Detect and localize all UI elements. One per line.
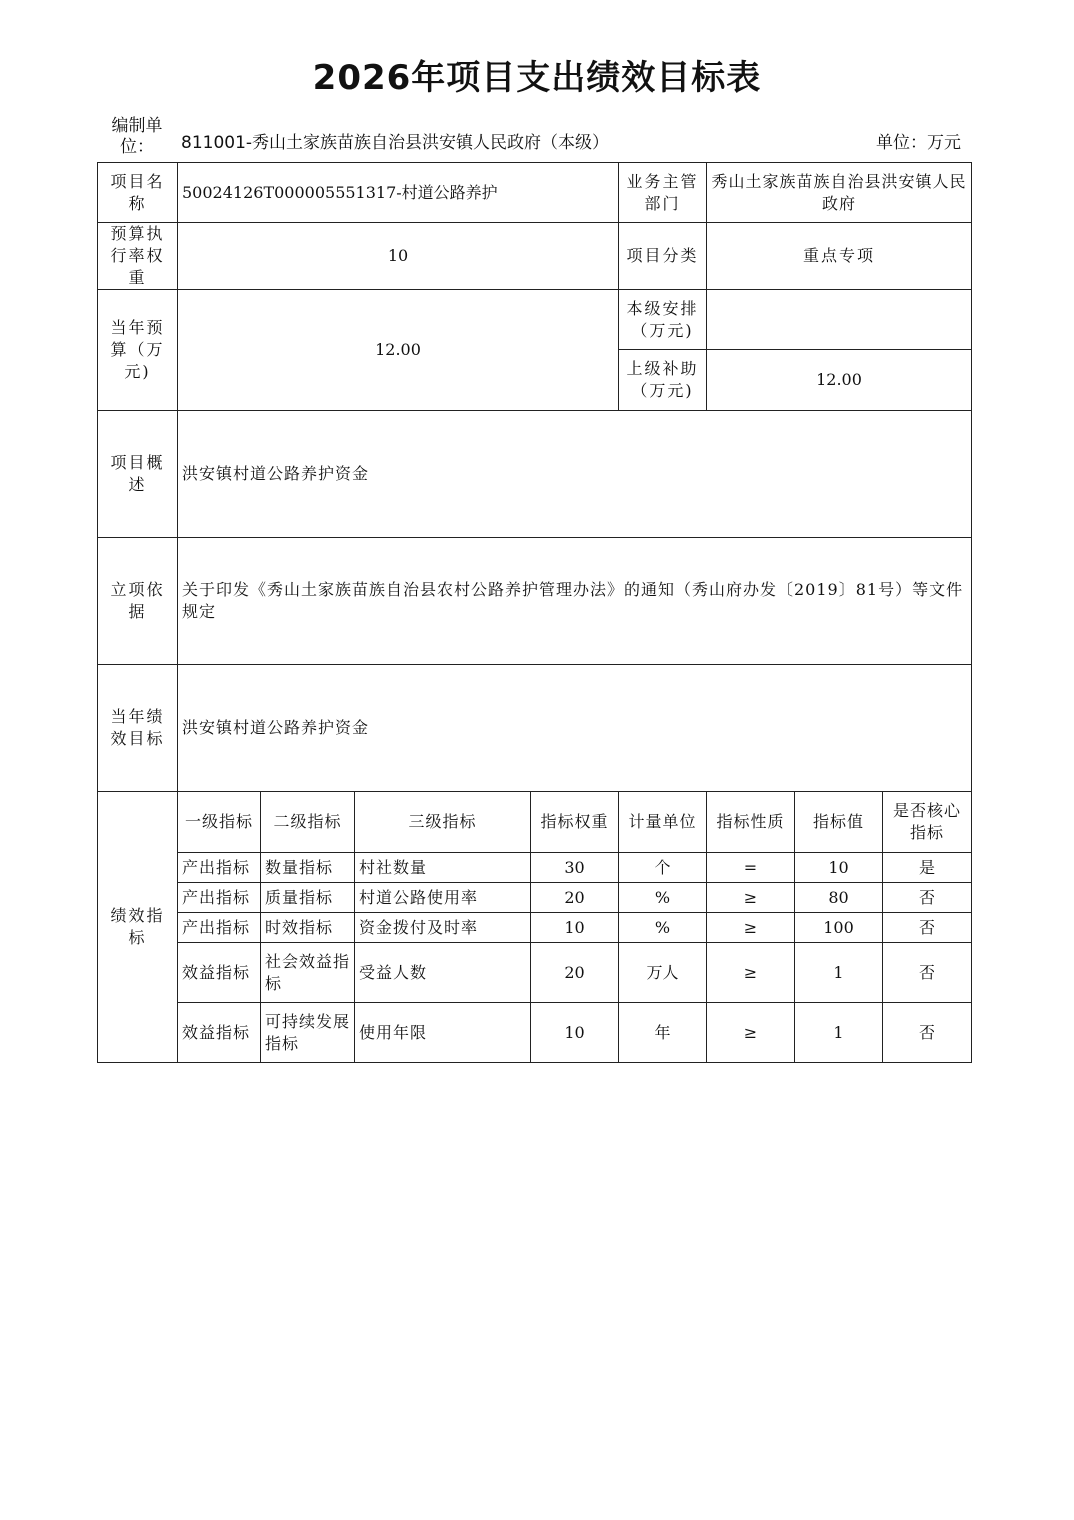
basis-value: 关于印发《秀山土家族苗族自治县农村公路养护管理办法》的通知（秀山府办发〔2019〕81号）等文件规定 xyxy=(178,538,972,665)
basis-label: 立项依据 xyxy=(98,538,178,665)
weight-value: 10 xyxy=(178,223,619,290)
cell-level1: 产出指标 xyxy=(178,913,261,943)
cell-level3: 资金拨付及时率 xyxy=(355,913,531,943)
weight-label: 预算执行率权重 xyxy=(98,223,178,290)
header-unit: 计量单位 xyxy=(619,792,707,853)
indicators-label: 绩效指标 xyxy=(98,792,178,1063)
cell-level1: 产出指标 xyxy=(178,883,261,913)
table-row xyxy=(98,913,972,943)
header-level2: 二级指标 xyxy=(261,792,355,853)
cell-weight: 20 xyxy=(531,943,619,1003)
cell-nature: ≥ xyxy=(707,913,795,943)
goal-value: 洪安镇村道公路养护资金 xyxy=(178,665,972,792)
budget-label: 当年预算（万元) xyxy=(98,290,178,411)
cell-value: 1 xyxy=(795,1003,883,1063)
header-nature: 指标性质 xyxy=(707,792,795,853)
category-value: 重点专项 xyxy=(707,223,972,290)
local-label: 本级安排（万元) xyxy=(619,290,707,350)
cell-level3: 村社数量 xyxy=(355,853,531,883)
table-row xyxy=(98,943,972,1003)
cell-core: 是 xyxy=(883,853,972,883)
page-title: 2026年项目支出绩效目标表 xyxy=(312,58,762,98)
table-row xyxy=(98,1003,972,1063)
cell-value: 100 xyxy=(795,913,883,943)
overview-value: 洪安镇村道公路养护资金 xyxy=(178,411,972,538)
local-value xyxy=(707,290,972,350)
cell-level3: 受益人数 xyxy=(355,943,531,1003)
cell-value: 1 xyxy=(795,943,883,1003)
performance-table xyxy=(97,162,972,1063)
cell-level3: 使用年限 xyxy=(355,1003,531,1063)
cell-unit: 万人 xyxy=(619,943,707,1003)
dept-label: 业务主管部门 xyxy=(619,163,707,223)
cell-weight: 20 xyxy=(531,883,619,913)
category-label: 项目分类 xyxy=(619,223,707,290)
header-level1: 一级指标 xyxy=(178,792,261,853)
upper-label: 上级补助（万元) xyxy=(619,350,707,411)
cell-nature: ≥ xyxy=(707,883,795,913)
upper-value: 12.00 xyxy=(707,350,972,411)
cell-level2: 时效指标 xyxy=(261,913,355,943)
budget-value: 12.00 xyxy=(178,290,619,411)
project-name-value: 50024126T000005551317-村道公路养护 xyxy=(178,163,619,223)
cell-level3: 村道公路使用率 xyxy=(355,883,531,913)
cell-value: 10 xyxy=(795,853,883,883)
cell-nature: ≥ xyxy=(707,1003,795,1063)
cell-nature: = xyxy=(707,853,795,883)
cell-level1: 效益指标 xyxy=(178,1003,261,1063)
cell-core: 否 xyxy=(883,1003,972,1063)
cell-weight: 10 xyxy=(531,913,619,943)
header-weight: 指标权重 xyxy=(531,792,619,853)
project-name-label: 项目名称 xyxy=(98,163,178,223)
cell-weight: 30 xyxy=(531,853,619,883)
org-value: 811001-秀山土家族苗族自治县洪安镇人民政府（本级） xyxy=(181,133,610,153)
overview-label: 项目概述 xyxy=(98,411,178,538)
cell-level2: 社会效益指标 xyxy=(261,943,355,1003)
cell-unit: % xyxy=(619,883,707,913)
goal-label: 当年绩效目标 xyxy=(98,665,178,792)
table-row xyxy=(98,853,972,883)
header-level3: 三级指标 xyxy=(355,792,531,853)
org-label: 编制单位： xyxy=(111,116,163,157)
cell-unit: % xyxy=(619,913,707,943)
cell-unit: 个 xyxy=(619,853,707,883)
cell-nature: ≥ xyxy=(707,943,795,1003)
header-value: 指标值 xyxy=(795,792,883,853)
table-row xyxy=(98,883,972,913)
cell-level1: 产出指标 xyxy=(178,853,261,883)
header-core: 是否核心指标 xyxy=(883,792,972,853)
cell-core: 否 xyxy=(883,913,972,943)
cell-core: 否 xyxy=(883,883,972,913)
cell-level2: 数量指标 xyxy=(261,853,355,883)
cell-value: 80 xyxy=(795,883,883,913)
cell-core: 否 xyxy=(883,943,972,1003)
cell-weight: 10 xyxy=(531,1003,619,1063)
cell-level2: 质量指标 xyxy=(261,883,355,913)
cell-level2: 可持续发展指标 xyxy=(261,1003,355,1063)
dept-value: 秀山土家族苗族自治县洪安镇人民政府 xyxy=(707,163,972,223)
unit-label: 单位：万元 xyxy=(876,133,961,153)
cell-unit: 年 xyxy=(619,1003,707,1063)
cell-level1: 效益指标 xyxy=(178,943,261,1003)
